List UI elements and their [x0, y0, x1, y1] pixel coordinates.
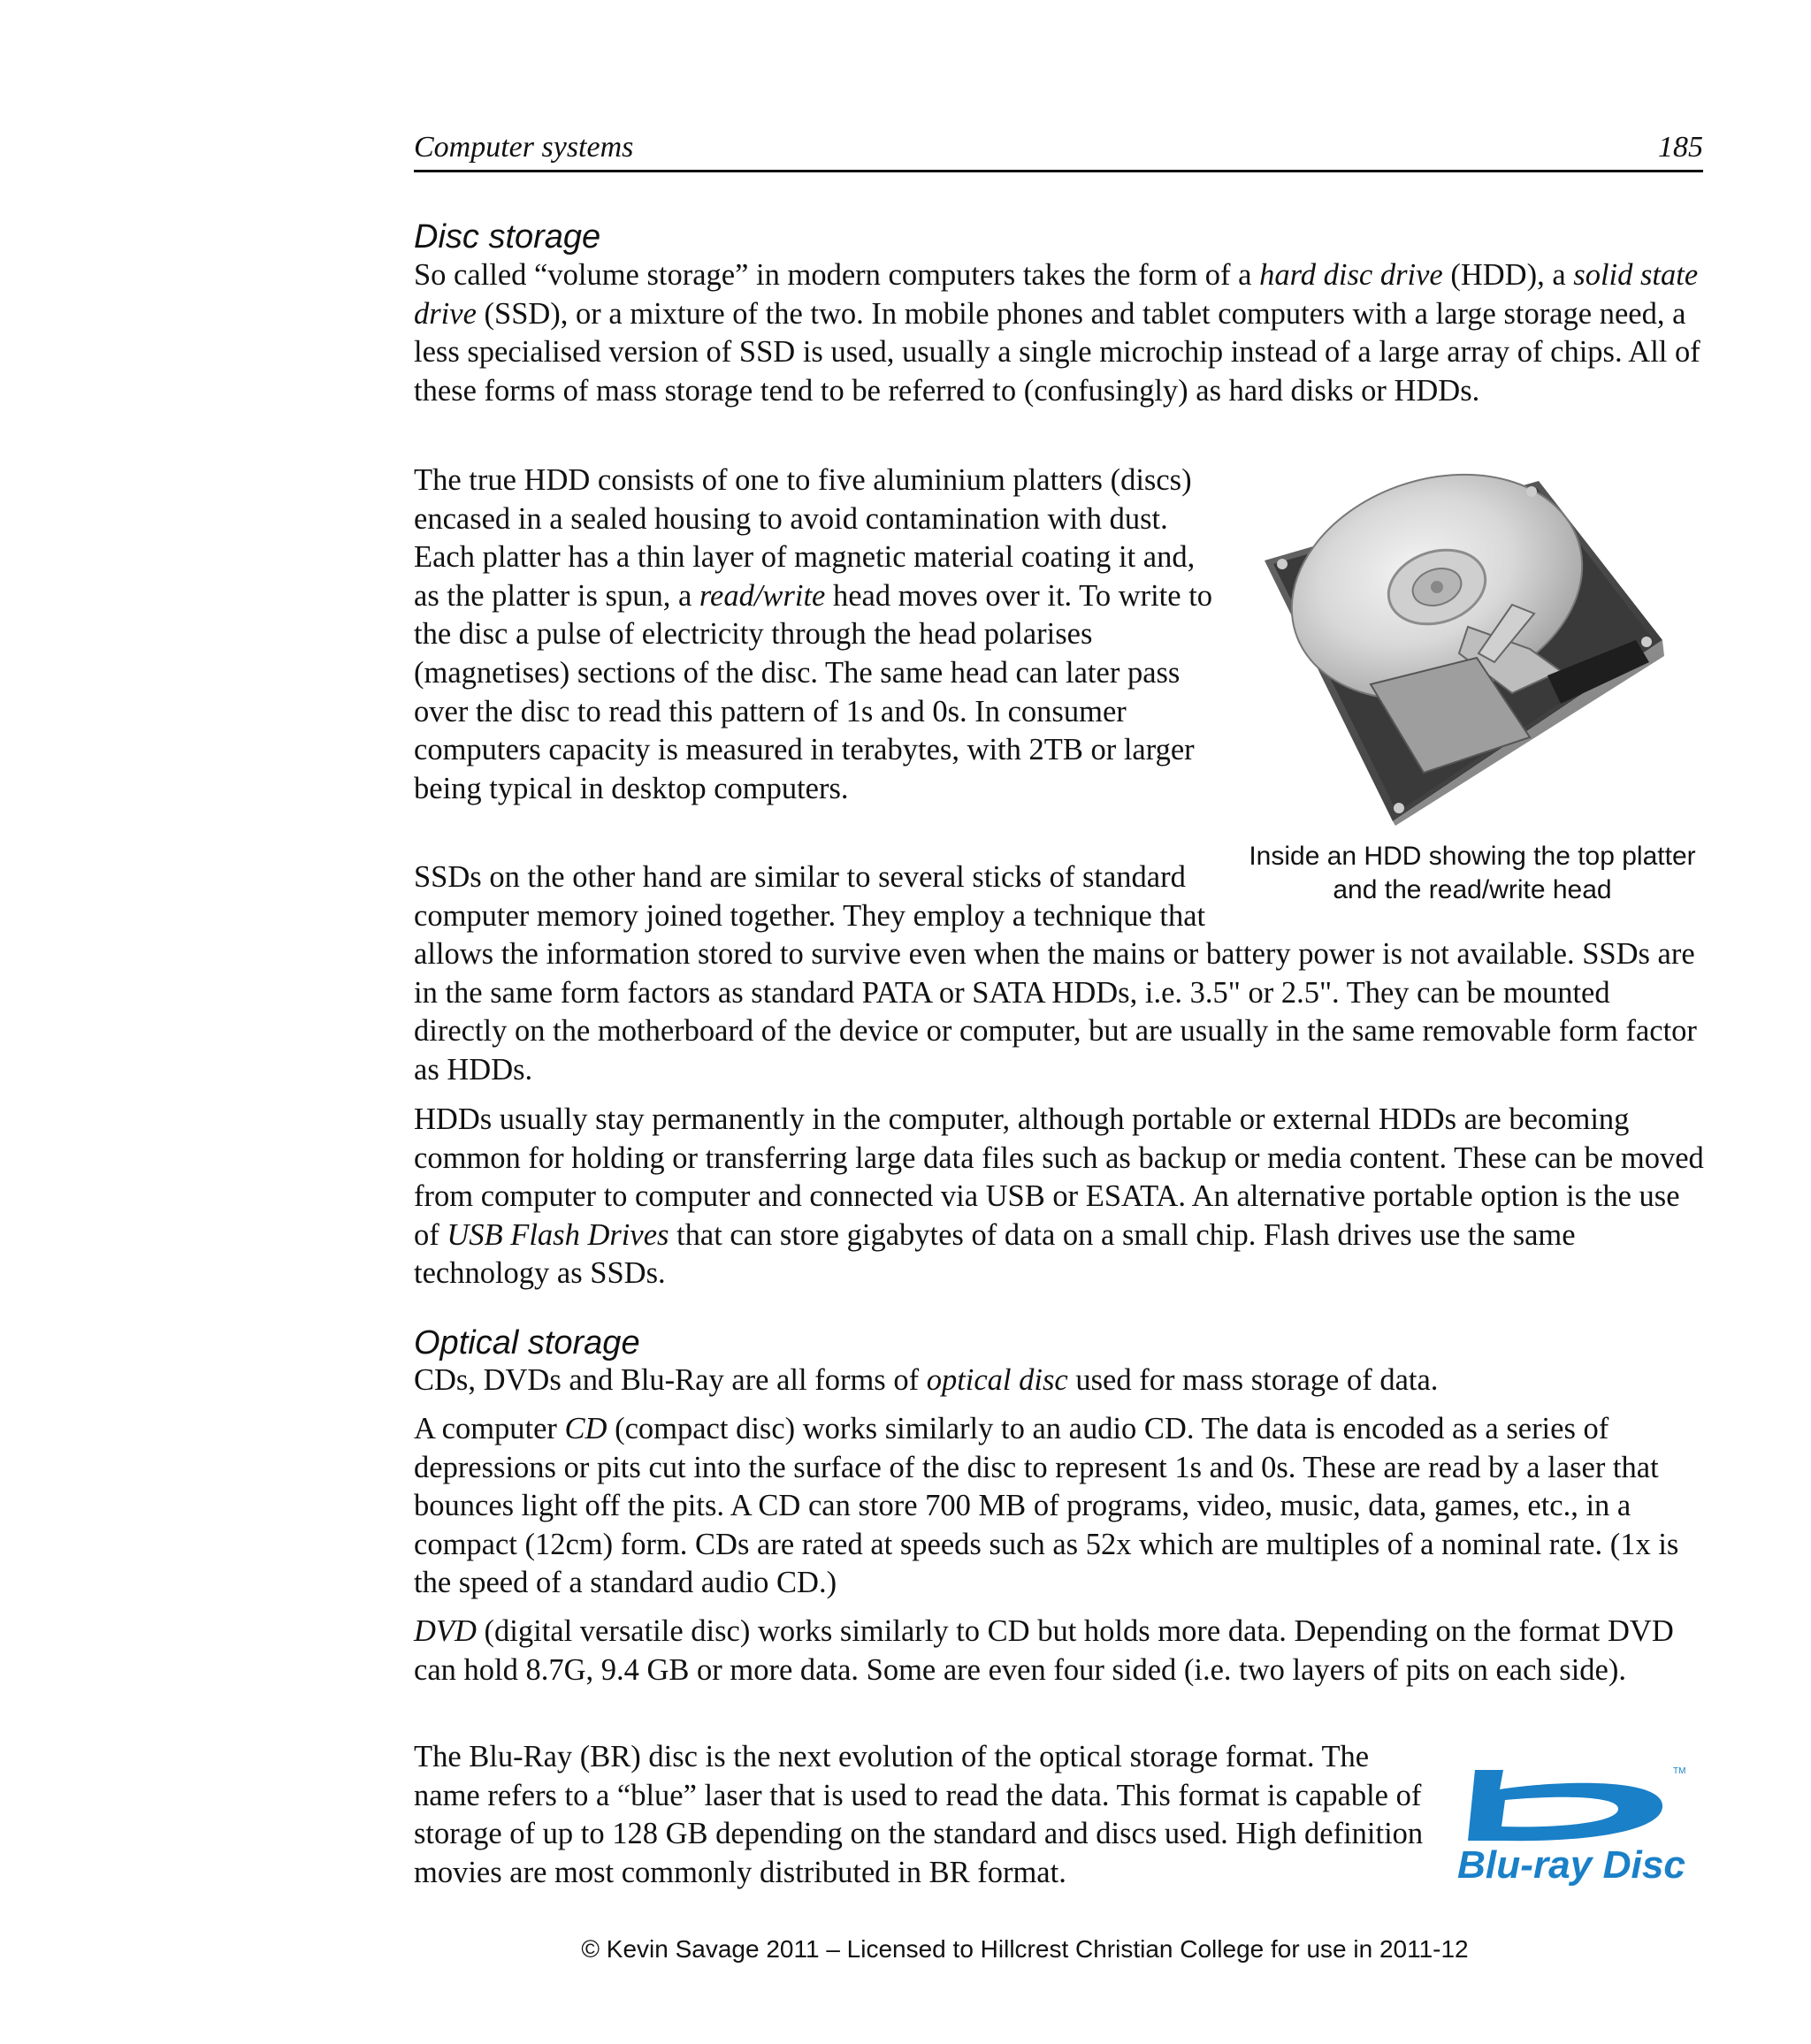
copyright-footer: © Kevin Savage 2011 – Licensed to Hillcrest Christian College for use in 2011-12 [581, 1935, 1469, 1963]
paragraph-optical-disc: CDs, DVDs and Blu-Ray are all forms of optical disc used for mass storage of data. [414, 1363, 1439, 1397]
term-hard-disc-drive: hard disc drive [1259, 258, 1443, 292]
trademark-symbol: TM [1673, 1766, 1686, 1776]
term-solid-state-drive: solid state drive [414, 258, 1699, 331]
term-usb-flash-drives: USB Flash Drives [447, 1217, 669, 1252]
term-optical-disc: optical disc [926, 1363, 1068, 1397]
section-heading-disc-storage: Disc storage [414, 218, 601, 256]
paragraph-volume-storage: So called “volume storage” in modern computers takes the form of a hard disc drive (HDD), a solid state drive (SSD), or a mixture of the two. In mobile phones and tablet computers with a large storage need, a less specialised version of SSD is used, usually a single microchip instead of a large array of chips. All of these forms of mass storage tend to be referred to (confusingly) as hard disks or HDDs. [414, 258, 1700, 408]
term-read-write: read/write [699, 578, 826, 613]
blu-ray-logo [1450, 1754, 1698, 1887]
running-header [414, 126, 1703, 172]
page-number: 185 [1658, 131, 1703, 164]
hdd-photo [1247, 472, 1680, 826]
chapter-title: Computer systems [414, 131, 634, 164]
paragraph-blu-ray: The Blu-Ray (BR) disc is the next evolution of the optical storage format. The name refers to a “blue” laser that is used to read the data. This format is capable of storage of up to 128 GB depending on the standard and discs used. High definition movies are most commonly distributed in BR format. [414, 1740, 1424, 1889]
paragraph-portable-hdds: HDDs usually stay permanently in the computer, although portable or external HDDs are becoming common for holding or transferring large data files such as backup or media content. These can be moved from computer to computer and connected via USB or ESATA. An alternative portable option is the use of USB Flash Drives that can store gigabytes of data on a small chip. Flash drives use the same technology as SSDs. [414, 1102, 1704, 1291]
term-dvd: DVD [414, 1614, 477, 1648]
paragraph-dvd: DVD (digital versatile disc) works similarly to CD but holds more data. Depending on the format DVD can hold 8.7G, 9.4 GB or more data. Some are even four sided (i.e. two layers of pits on each side). [414, 1614, 1674, 1687]
paragraph-ssds: SSDs on the other hand are similar to several sticks of standard computer memory joined together. They employ a technique that allows the information stored to survive even when the mains or battery power is not available. SSDs are in the same form factors as standard PATA or SATA HDDs, i.e. 3.5" or 2.5". They can be mounted directly on the motherboard of the device or computer, but are usually in the same removable form factor as HDDs. [414, 860, 1697, 1087]
figure-caption-hdd: Inside an HDD showing the top platter and the read/write head [1249, 842, 1696, 904]
section-heading-optical-storage: Optical storage [414, 1324, 640, 1361]
blu-ray-disc-mark [1468, 1770, 1662, 1841]
term-cd: CD [564, 1412, 607, 1445]
paragraph-true-hdd: The true HDD consists of one to five aluminium platters (discs) encased in a sealed housing to avoid contamination with dust. Each platter has a thin layer of magnetic material coating it and, as the platter is spun, a read/write head moves over it. To write to the disc a pulse of electricity through the head polarises (magnetises) sections of the disc. The same head can later pass over the disc to read this pattern of 1s and 0s. In consumer computers capacity is measured in terabytes, with 2TB or larger being typical in desktop computers. [414, 463, 1213, 805]
blu-ray-wordmark: Blu-ray Disc [1457, 1843, 1685, 1887]
paragraph-cd: A computer CD (compact disc) works similarly to an audio CD. The data is encoded as a series of depressions or pits cut into the surface of the disc to represent 1s and 0s. These are read by a laser that bounces light off the pits. A CD can store 700 MB of programs, video, music, data, games, etc., in a compact (12cm) form. CDs are rated at speeds such as 52x which are multiples of a nominal rate. (1x is the speed of a standard audio CD.) [414, 1412, 1679, 1600]
